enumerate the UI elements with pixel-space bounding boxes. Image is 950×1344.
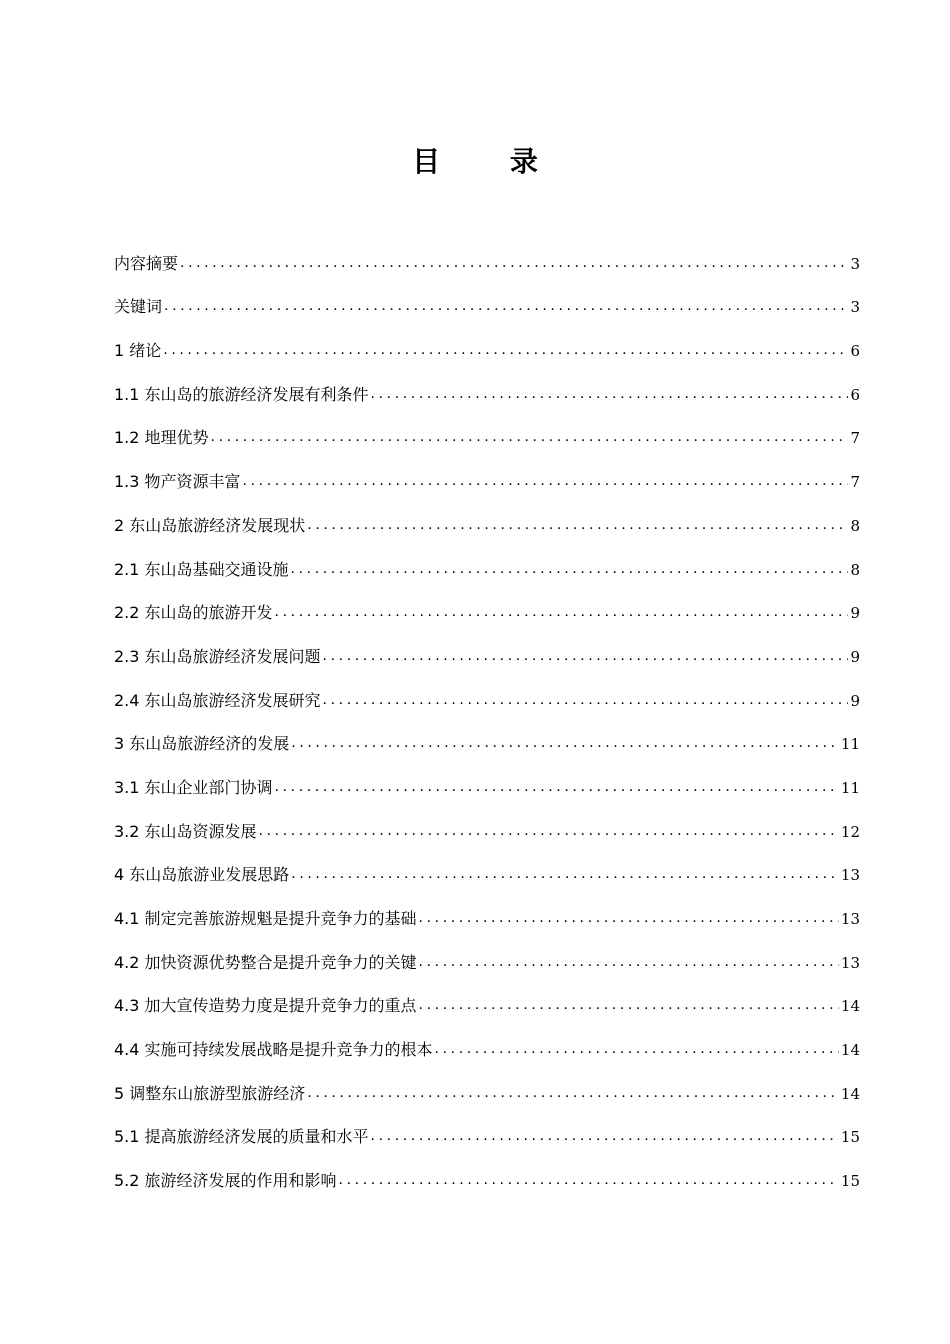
toc-dot-leader xyxy=(419,995,839,1016)
toc-entry-label: 1.1 东山岛的旅游经济发展有利条件 xyxy=(114,384,369,404)
toc-entry-page-number: 13 xyxy=(840,910,860,928)
toc-entry-page-number: 15 xyxy=(840,1128,860,1147)
toc-dot-leader xyxy=(339,1170,839,1191)
toc-entry[interactable] xyxy=(114,885,860,929)
toc-entry-page-number: 6 xyxy=(850,385,860,404)
page-title: 目 录 xyxy=(412,145,568,178)
toc-entry-label: 3.2 东山岛资源发展 xyxy=(114,821,257,841)
toc-entry[interactable] xyxy=(114,492,860,536)
toc-entry[interactable] xyxy=(114,842,860,886)
toc-entry-page-number: 14 xyxy=(840,1041,860,1060)
toc-entry[interactable] xyxy=(114,448,860,492)
toc-dot-leader xyxy=(163,340,848,361)
toc-dot-leader xyxy=(211,427,849,448)
toc-entry-label: 1.2 地理优势 xyxy=(114,428,209,448)
toc-entry[interactable] xyxy=(114,929,860,973)
toc-entry-label: 2.2 东山岛的旅游开发 xyxy=(114,603,273,623)
toc-entry-page-number: 7 xyxy=(850,473,860,492)
toc-entry-page-number: 13 xyxy=(840,953,860,972)
toc-dot-leader xyxy=(275,602,849,623)
toc-entry[interactable] xyxy=(114,536,860,580)
toc-dot-leader xyxy=(435,1039,839,1060)
toc-entry-page-number: 11 xyxy=(840,778,860,797)
toc-entry[interactable] xyxy=(114,973,860,1017)
toc-entry-page-number: 12 xyxy=(840,822,860,841)
toc-entry[interactable] xyxy=(114,1060,860,1104)
toc-entry-label: 关键词 xyxy=(114,297,163,317)
toc-entry-label: 3.1 东山企业部门协调 xyxy=(114,777,273,797)
toc-entry-label: 5.2 旅游经济发展的作用和影响 xyxy=(114,1171,337,1191)
toc-dot-leader xyxy=(371,1126,839,1147)
toc-dot-leader xyxy=(291,559,849,580)
toc-dot-leader xyxy=(243,471,849,492)
toc-entry-label: 5 调整东山旅游型旅游经济 xyxy=(114,1083,306,1103)
toc-entry[interactable] xyxy=(114,405,860,449)
toc-entry[interactable] xyxy=(114,754,860,798)
toc-entry[interactable] xyxy=(114,1104,860,1148)
toc-dot-leader xyxy=(371,384,849,405)
toc-entry[interactable] xyxy=(114,623,860,667)
toc-entry[interactable] xyxy=(114,798,860,842)
toc-entry-label: 4.2 加快资源优势整合是提升竞争力的关键 xyxy=(114,952,417,972)
toc-entry-page-number: 11 xyxy=(840,735,860,754)
toc-entry-label: 1 绪论 xyxy=(114,341,162,361)
toc-dot-leader xyxy=(307,515,848,536)
toc-entry-page-number: 9 xyxy=(850,647,860,666)
toc-dot-leader xyxy=(291,733,839,754)
toc-entry-page-number: 7 xyxy=(850,429,860,448)
toc-entry[interactable] xyxy=(114,230,860,274)
toc-entry-page-number: 6 xyxy=(850,342,860,361)
toc-entry-page-number: 3 xyxy=(850,298,860,317)
toc-dot-leader xyxy=(275,777,839,798)
toc-entry-label: 内容摘要 xyxy=(114,253,179,273)
toc-dot-leader xyxy=(259,821,839,842)
toc-entry-page-number: 8 xyxy=(850,516,860,535)
toc-entry-label: 2.4 东山岛旅游经济发展研究 xyxy=(114,690,321,710)
toc-entry[interactable] xyxy=(114,317,860,361)
toc-dot-leader xyxy=(419,952,839,973)
toc-entry[interactable] xyxy=(114,1147,860,1191)
toc-entry-label: 1.3 物产资源丰富 xyxy=(114,472,241,492)
toc-entry-page-number: 14 xyxy=(840,1084,860,1103)
toc-dot-leader xyxy=(180,253,848,274)
toc-entry[interactable] xyxy=(114,1016,860,1060)
toc-entry-label: 4.3 加大宣传造势力度是提升竞争力的重点 xyxy=(114,996,417,1016)
toc-entry-label: 4.1 制定完善旅游规魁是提升竞争力的基础 xyxy=(114,909,417,928)
toc-entry-page-number: 8 xyxy=(850,560,860,579)
toc-entry-label: 4 东山岛旅游业发展思路 xyxy=(114,865,290,885)
toc-dot-leader xyxy=(323,690,849,711)
toc-entry-label: 2 东山岛旅游经济发展现状 xyxy=(114,515,306,535)
toc-dot-leader xyxy=(323,646,849,667)
table-of-contents xyxy=(114,230,860,1191)
toc-dot-leader xyxy=(291,864,839,885)
toc-entry[interactable] xyxy=(114,274,860,318)
toc-entry-page-number: 15 xyxy=(840,1172,860,1191)
toc-entry-label: 2.3 东山岛旅游经济发展问题 xyxy=(114,646,321,666)
toc-entry-page-number: 13 xyxy=(840,866,860,885)
toc-dot-leader xyxy=(307,1083,839,1104)
toc-entry-label: 3 东山岛旅游经济的发展 xyxy=(114,734,290,754)
toc-entry-label: 4.4 实施可持续发展战略是提升竞争力的根本 xyxy=(114,1040,433,1060)
toc-entry-page-number: 9 xyxy=(850,604,860,623)
toc-entry-label: 5.1 提高旅游经济发展的质量和水平 xyxy=(114,1127,369,1147)
toc-entry-label: 2.1 东山岛基础交通设施 xyxy=(114,559,289,579)
toc-entry-page-number: 3 xyxy=(850,254,860,273)
toc-entry[interactable] xyxy=(114,711,860,755)
toc-entry[interactable] xyxy=(114,361,860,405)
toc-entry[interactable] xyxy=(114,580,860,624)
toc-entry-page-number: 14 xyxy=(840,997,860,1016)
toc-dot-leader xyxy=(164,296,848,317)
toc-entry[interactable] xyxy=(114,667,860,711)
toc-entry-page-number: 9 xyxy=(850,691,860,710)
toc-dot-leader xyxy=(419,908,839,929)
